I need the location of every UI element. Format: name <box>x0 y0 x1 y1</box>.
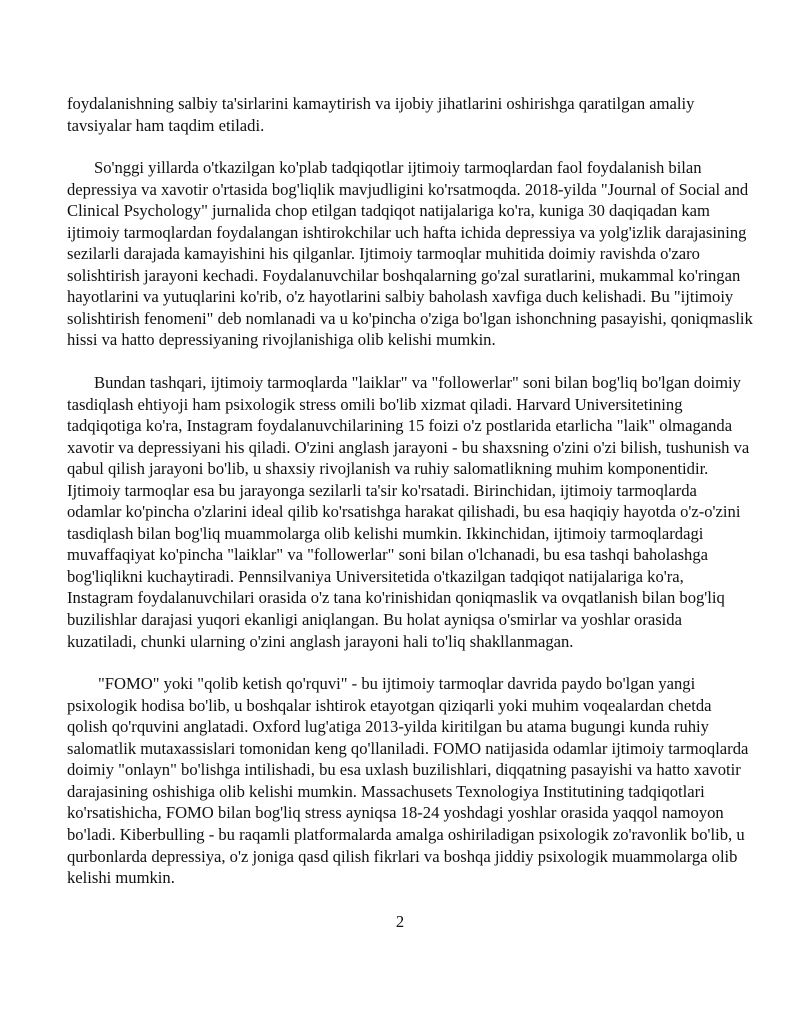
paragraph-validation-self-awareness: Bundan tashqari, ijtimoiy tarmoqlarda "laiklar" va "followerlar" soni bilan bog'liq bo'lgan doimiy tasdiqlash ehtiyoji ham psixologik stress omili bo'lib xizmat qiladi. Harvard Universitetining tadqiqotiga ko'ra, Instagram foydalanuvchilarining 15 foizi o'z postlarida etarlicha "laik" olmaganda xavotir va depressiyani his qiladi. O'zini anglash jarayoni - bu shaxsning o'zini o'zi bilish, tushunish va qabul qilish jarayoni bo'lib, u shaxsiy rivojlanish va ruhiy salomatlikning muhim komponentidir. Ijtimoiy tarmoqlar esa bu jarayonga sezilarli ta'sir ko'rsatadi. Birinchidan, ijtimoiy tarmoqlarda odamlar ko'pincha o'zlarini ideal qilib ko'rsatishga harakat qilishadi, bu esa haqiqiy hayotda o'z-o'zini tasdiqlash bilan bog'liq muammolarga olib kelishi mumkin. Ikkinchidan, ijtimoiy tarmoqlardagi muvaffaqiyat ko'pincha "laiklar" va "followerlar" soni bilan o'lchanadi, bu esa tashqi baholashga bog'liqlikni kuchaytiradi. Pennsilvaniya Universitetida o'tkazilgan tadqiqot natijalariga ko'ra, Instagram foydalanuvchilari orasida o'z tana ko'rinishidan qoniqmaslik va ovqatlanish bilan bog'liq buzilishlar darajasi yuqori ekanligi aniqlangan. Bu holat ayniqsa o'smirlar va yoshlar orasida kuzatiladi, chunki ularning o'zini anglash jarayoni hali to'liq shakllanmagan. <box>67 373 750 651</box>
document-page <box>67 93 753 889</box>
page-number: 2 <box>395 912 405 931</box>
paragraph-intro-continuation: foydalanishning salbiy ta'sirlarini kamaytirish va ijobiy jihatlarini oshirishga qaratilgan amaliy tavsiyalar ham taqdim etiladi. <box>67 94 695 135</box>
paragraph-fomo-cyberbullying: "FOMO" yoki "qolib ketish qo'rquvi" - bu ijtimoiy tarmoqlar davrida paydo bo'lgan yangi psixologik hodisa bo'lib, u boshqalar ishtirok etayotgan qiziqarli yoki muhim voqealardan chetda qolish qo'rquvini anglatadi. Oxford lug'atiga 2013-yilda kiritilgan bu atama bugungi kunda ruhiy salomatlik mutaxassislari tomonidan keng qo'llaniladi. FOMO natijasida odamlar ijtimoiy tarmoqlarda doimiy "onlayn" bo'lishga intilishadi, bu esa uxlash buzilishlari, diqqatning pasayishi va hatto xavotir darajasining oshishiga olib kelishi mumkin. Massachusets Texnologiya Institutining tadqiqotlari ko'rsatishicha, FOMO bilan bog'liq stress ayniqsa 18-24 yoshdagi yoshlar orasida yaqqol namoyon bo'ladi. Kiberbulling - bu raqamli platformalarda amalga oshiriladigan psixologik zo'ravonlik bo'lib, u qurbonlarda depressiya, o'z joniga qasd qilish fikrlari va boshqa jiddiy psixologik muammolarga olib kelishi mumkin. <box>67 674 749 888</box>
paragraph-depression-anxiety: So'nggi yillarda o'tkazilgan ko'plab tadqiqotlar ijtimoiy tarmoqlardan faol foydalanish bilan depressiya va xavotir o'rtasida bog'liqlik mavjudligini ko'rsatmoqda. 2018-yilda "Journal of Social and Clinical Psychology" jurnalida chop etilgan tadqiqot natijalariga ko'ra, kuniga 30 daqiqadan kam ijtimoiy tarmoqlardan foydalangan ishtirokchilar uch hafta ichida depressiya va yolg'izlik darajasining sezilarli darajada kamayishini his qilganlar. Ijtimoiy tarmoqlar muhitida doimiy ravishda o'zaro solishtirish jarayoni kechadi. Foydalanuvchilar boshqalarning go'zal suratlarini, mukammal ko'ringan hayotlarini va yutuqlarini ko'rib, o'z hayotlarini salbiy baholash xavfiga duch kelishadi. Bu "ijtimoiy solishtirish fenomeni" deb nomlanadi va u ko'pincha o'ziga bo'lgan ishonchning pasayishi, qoniqmaslik hissi va hatto depressiyaning rivojlanishiga olib kelishi mumkin. <box>67 158 753 350</box>
